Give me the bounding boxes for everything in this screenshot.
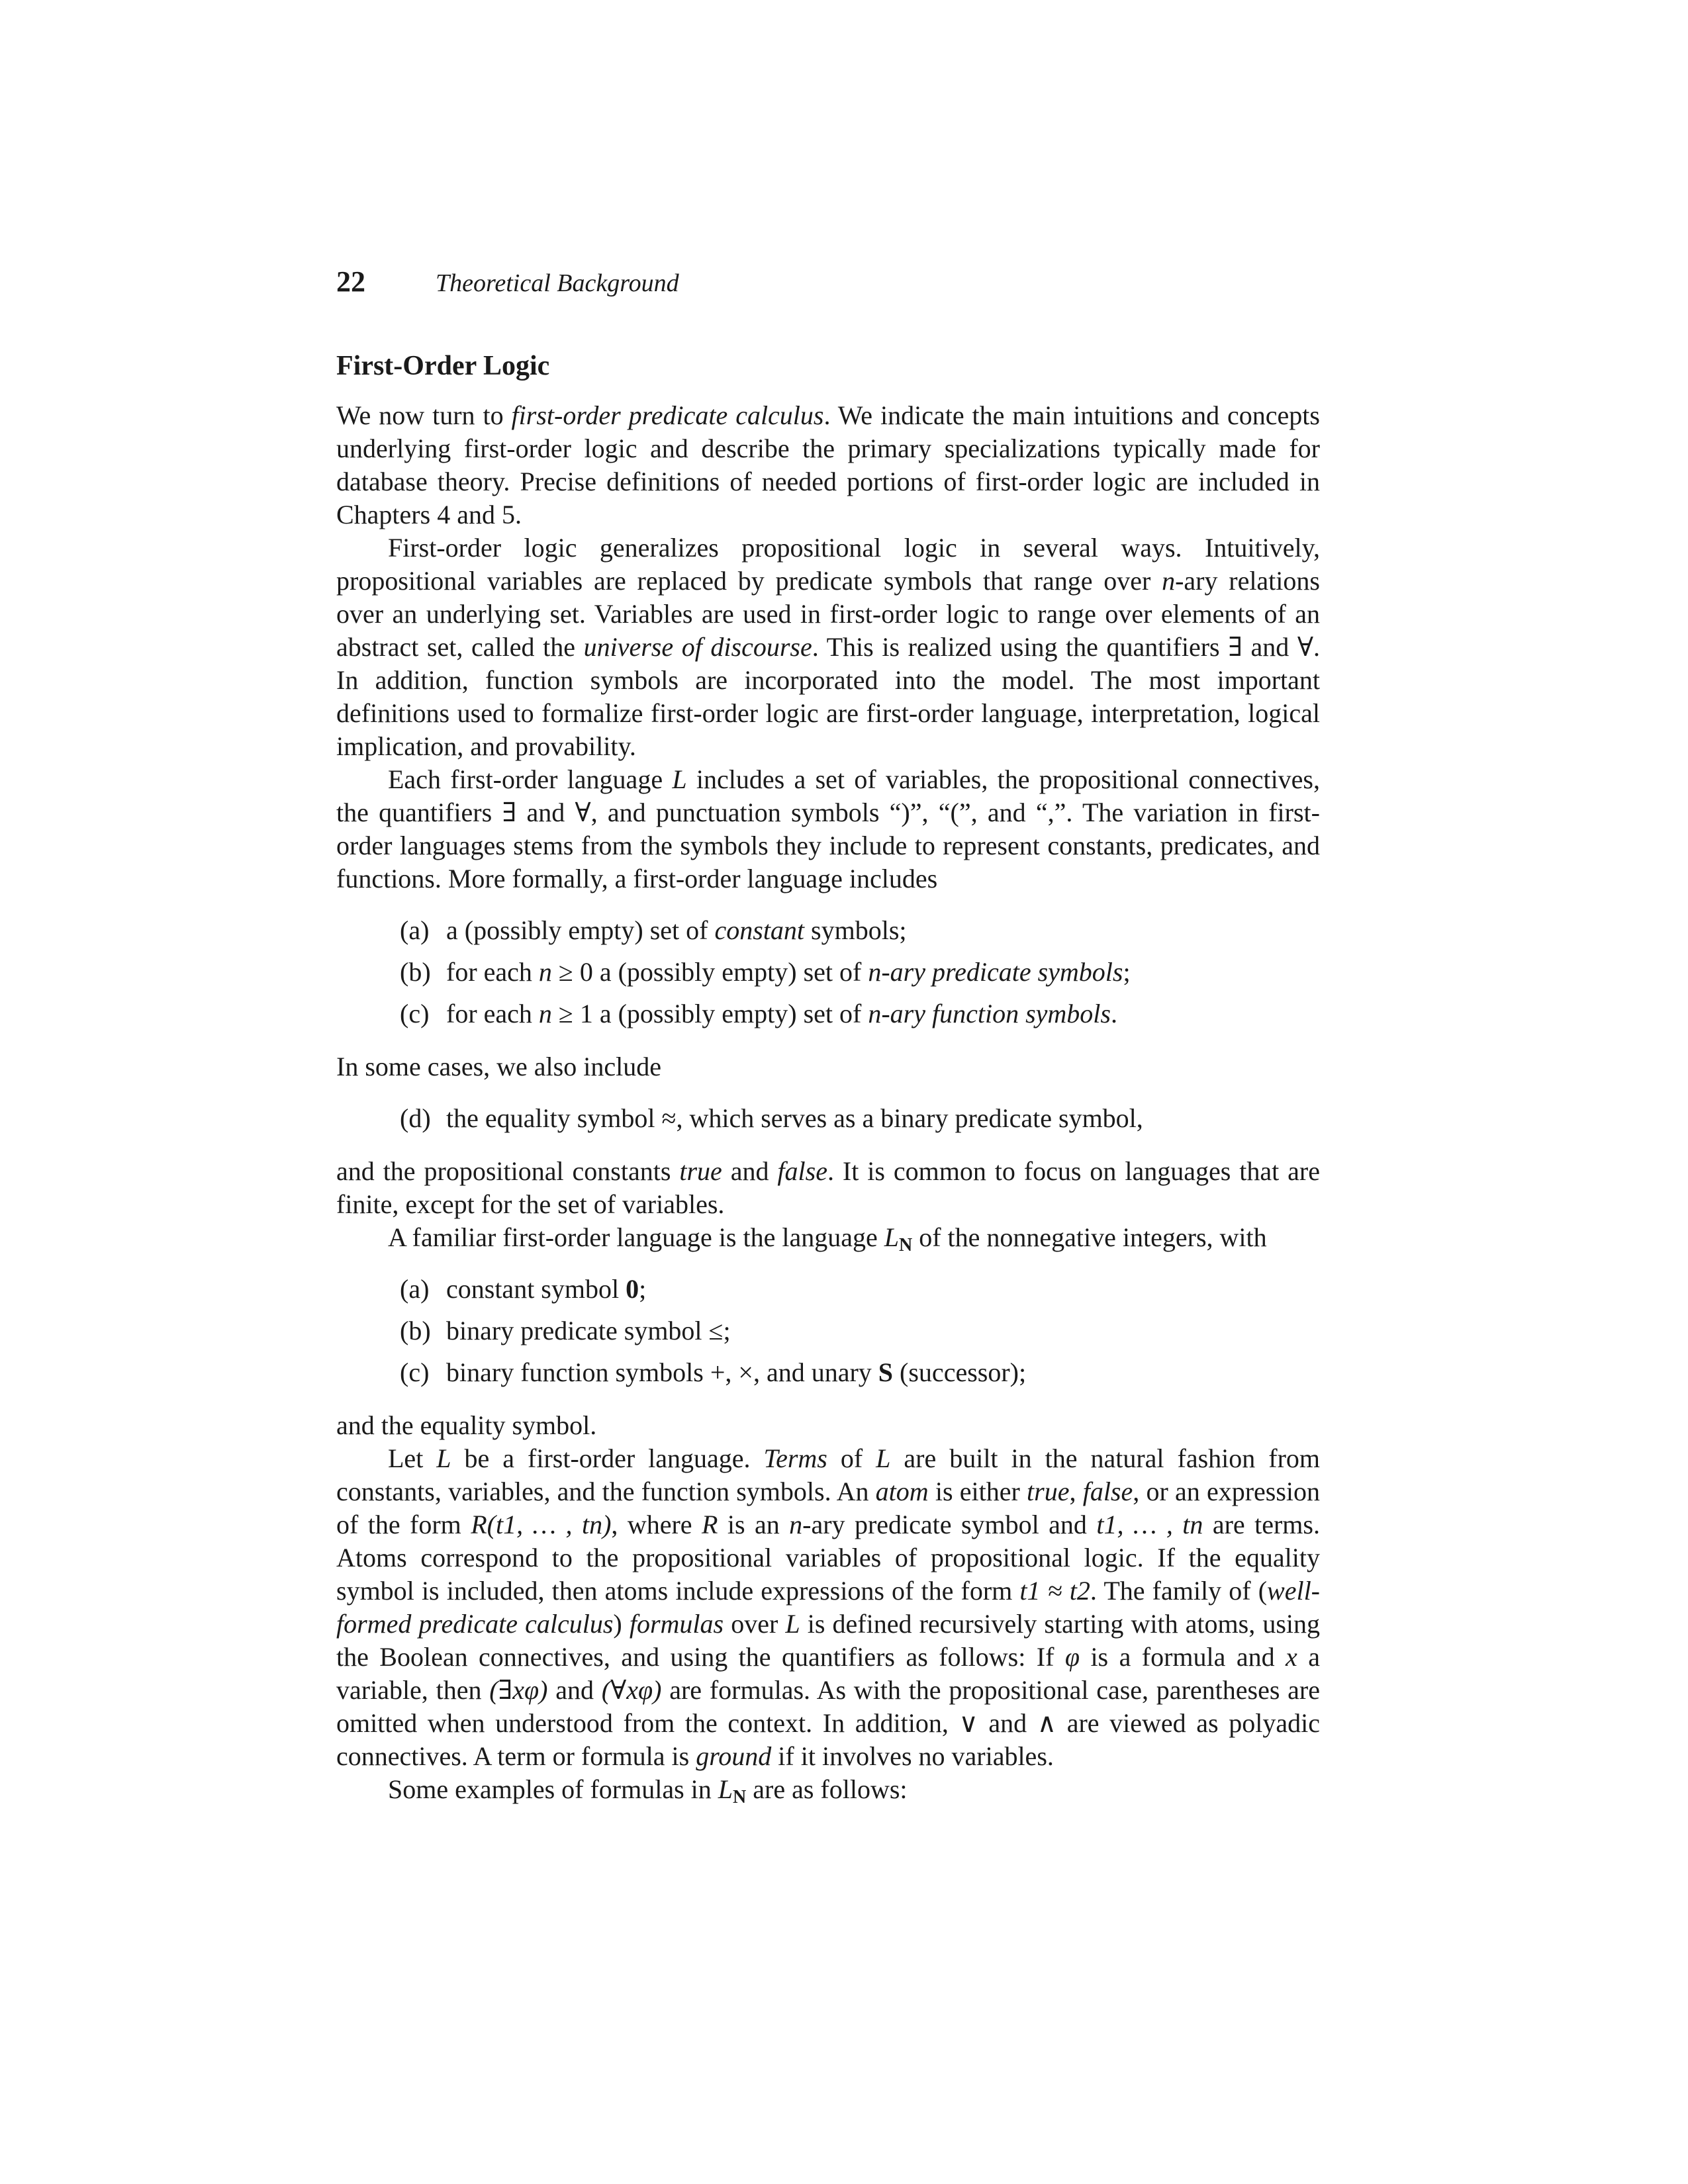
math-var: n — [868, 957, 882, 987]
text: are as follows: — [746, 1774, 908, 1804]
emphasis: true — [1027, 1477, 1070, 1506]
math-var: φ — [1064, 1642, 1080, 1672]
emphasis: ground — [696, 1741, 772, 1771]
emphasis: universe of discourse — [583, 632, 812, 662]
math-expression: (∃xφ) — [489, 1675, 548, 1705]
text: . — [1110, 999, 1117, 1028]
list-text: binary predicate symbol ≤; — [446, 1316, 731, 1345]
text: over — [724, 1609, 786, 1639]
emphasis: true — [679, 1156, 722, 1186]
text: , or an expression of the form — [336, 1477, 1321, 1539]
language-list — [336, 914, 1320, 1030]
text: First-order logic generalizes propositional logic in several ways. Intuitively, propositional variables are replaced by predicate symbols that range over — [336, 533, 1320, 596]
page-number: 22 — [336, 265, 365, 298]
list-item — [400, 1102, 1320, 1135]
text: and — [547, 1675, 602, 1705]
math-var: n — [868, 999, 882, 1028]
text: and — [722, 1156, 778, 1186]
emphasis: -ary function symbols — [881, 999, 1111, 1028]
list-label: (c) — [400, 1357, 430, 1387]
list-text: the equality symbol ≈, which serves as a binary predicate symbol, — [446, 1103, 1143, 1133]
emphasis: -ary predicate symbols — [881, 957, 1123, 987]
text: a variable, then — [336, 1642, 1320, 1705]
math-var: R — [701, 1510, 718, 1539]
text: ; — [639, 1274, 647, 1304]
math-expression: R(t1, … , tn) — [471, 1510, 612, 1539]
text: is a formula and — [1080, 1642, 1286, 1672]
text: ≥ 1 a (possibly empty) set of — [551, 999, 868, 1028]
math-subscript: N — [733, 1787, 747, 1807]
text: for each — [446, 957, 539, 987]
math-var: n — [789, 1510, 803, 1539]
list-item — [400, 956, 1320, 989]
math-expression: t1 ≈ t2 — [1019, 1576, 1090, 1606]
emphasis: false — [777, 1156, 827, 1186]
math-var: L — [436, 1443, 451, 1473]
list-item — [400, 1356, 1320, 1389]
text: , — [1069, 1477, 1083, 1506]
text: -ary predicate symbol and — [802, 1510, 1097, 1539]
paragraph-some-cases: In some cases, we also include — [336, 1052, 661, 1081]
paragraph-language — [336, 763, 1320, 895]
body-text — [336, 347, 1320, 1806]
text: . It is common to focus on languages that are finite, except for the set of variables. — [336, 1156, 1320, 1219]
text: A familiar first-order language is the language — [388, 1222, 884, 1252]
math-var: n — [538, 957, 552, 987]
text: . This is realized using the quantifiers ∃ and ∀. In addition, function symbols are incorporated into the model. The most important definitions used to formalize first-order logic are first-order language, interpretation, logical implication, and provability. — [336, 632, 1320, 761]
emphasis: Terms — [763, 1443, 827, 1473]
text: Each first-order language — [388, 764, 673, 794]
text: (successor); — [893, 1357, 1027, 1387]
paragraph-generalizes — [336, 531, 1320, 763]
bold-symbol: S — [878, 1357, 894, 1387]
text: binary function symbols +, ×, and unary — [446, 1357, 878, 1387]
math-expression: t1, … , tn — [1096, 1510, 1203, 1539]
list-text — [446, 997, 1320, 1030]
text: includes a set of variables, the propositional connectives, the quantifiers ∃ and ∀, and punctuation symbols “)”, “(”, and “,”. The variation in first-order languages stems from the symbols they include to represent constants, predicates, and functions. More formally, a first-order language includes — [336, 764, 1320, 893]
text: Some examples of formulas in — [388, 1774, 718, 1804]
text: . We indicate the main intuitions and concepts underlying first-order logic and describe the primary specializations typically made for database theory. Precise definitions of needed portions of first-order logic are included in Chapters 4 and 5. — [336, 400, 1320, 529]
text: if it involves no variables. — [771, 1741, 1054, 1771]
list-label: (a) — [400, 1274, 430, 1304]
math-var: L — [718, 1774, 733, 1804]
list-text — [446, 1273, 1320, 1306]
paragraph-equality-tail: and the equality symbol. — [336, 1410, 597, 1440]
text: are formulas. As with the propositional case, parentheses are omitted when understood from the context. In addition, ∨ and ∧ are viewed as polyadic connectives. A term or formula is — [336, 1675, 1320, 1771]
text: We now turn to — [336, 400, 512, 430]
text: is defined recursively starting with atoms, using the Boolean connectives, and using the quantifiers as follows: If — [336, 1609, 1321, 1672]
nat-list — [336, 1273, 1320, 1389]
text: and the propositional constants — [336, 1156, 680, 1186]
text: of — [827, 1443, 876, 1473]
emphasis: well-formed predicate calculus — [336, 1576, 1320, 1639]
text: symbols; — [804, 915, 907, 945]
emphasis: formulas — [629, 1609, 724, 1639]
text: is either — [928, 1477, 1027, 1506]
math-expression: (∀xφ) — [601, 1675, 662, 1705]
equality-list — [336, 1102, 1320, 1135]
list-text — [446, 1356, 1320, 1389]
paragraph-terms — [336, 1442, 1320, 1773]
text: of the nonnegative integers, with — [912, 1222, 1267, 1252]
list-item — [400, 1314, 1320, 1347]
list-label: (a) — [400, 915, 430, 945]
list-label: (c) — [400, 999, 430, 1028]
math-var: L — [884, 1222, 899, 1252]
paragraph-examples — [336, 1773, 1320, 1806]
text: be a first-order language. — [451, 1443, 764, 1473]
list-item — [400, 997, 1320, 1030]
text: for each — [446, 999, 539, 1028]
math-var: n — [538, 999, 552, 1028]
emphasis: atom — [875, 1477, 929, 1506]
list-label: (d) — [400, 1103, 431, 1133]
math-var: L — [876, 1443, 891, 1473]
text: Let — [388, 1443, 437, 1473]
text: -ary relations over an underlying set. Variables are used in first-order logic to range over elements of an abstract set, called the — [336, 566, 1320, 662]
text: . The family of ( — [1090, 1576, 1268, 1606]
text: are terms. Atoms correspond to the propositional variables of propositional logic. If the equality symbol is included, then atoms include expressions of the form — [336, 1510, 1320, 1606]
text: ; — [1123, 957, 1131, 987]
math-var: n — [1162, 566, 1176, 596]
math-subscript: N — [898, 1235, 913, 1255]
section-title: First-Order Logic — [336, 351, 550, 381]
list-text — [446, 956, 1320, 989]
math-var: x — [1286, 1642, 1297, 1672]
emphasis: constant — [714, 915, 805, 945]
math-var: L — [785, 1609, 800, 1639]
text: ) — [613, 1609, 630, 1639]
bold-symbol: 0 — [626, 1274, 639, 1304]
text: is an — [718, 1510, 790, 1539]
list-item — [400, 1273, 1320, 1306]
paragraph-intro — [336, 399, 1320, 531]
running-title: Theoretical Background — [436, 269, 679, 297]
list-label: (b) — [400, 957, 431, 987]
text: ≥ 0 a (possibly empty) set of — [551, 957, 868, 987]
list-item — [400, 914, 1320, 947]
emphasis: first-order predicate calculus — [511, 400, 824, 430]
emphasis: false — [1082, 1477, 1133, 1506]
text: , where — [611, 1510, 702, 1539]
math-var: L — [672, 764, 687, 794]
text: constant symbol — [446, 1274, 626, 1304]
list-label: (b) — [400, 1316, 431, 1345]
paragraph-constants — [336, 1155, 1320, 1221]
text: a (possibly empty) set of — [446, 915, 715, 945]
text: are built in the natural fashion from constants, variables, and the function symbols. An — [336, 1443, 1321, 1506]
running-head — [336, 265, 1329, 298]
list-text — [446, 914, 1320, 947]
paragraph-familiar — [336, 1221, 1320, 1254]
